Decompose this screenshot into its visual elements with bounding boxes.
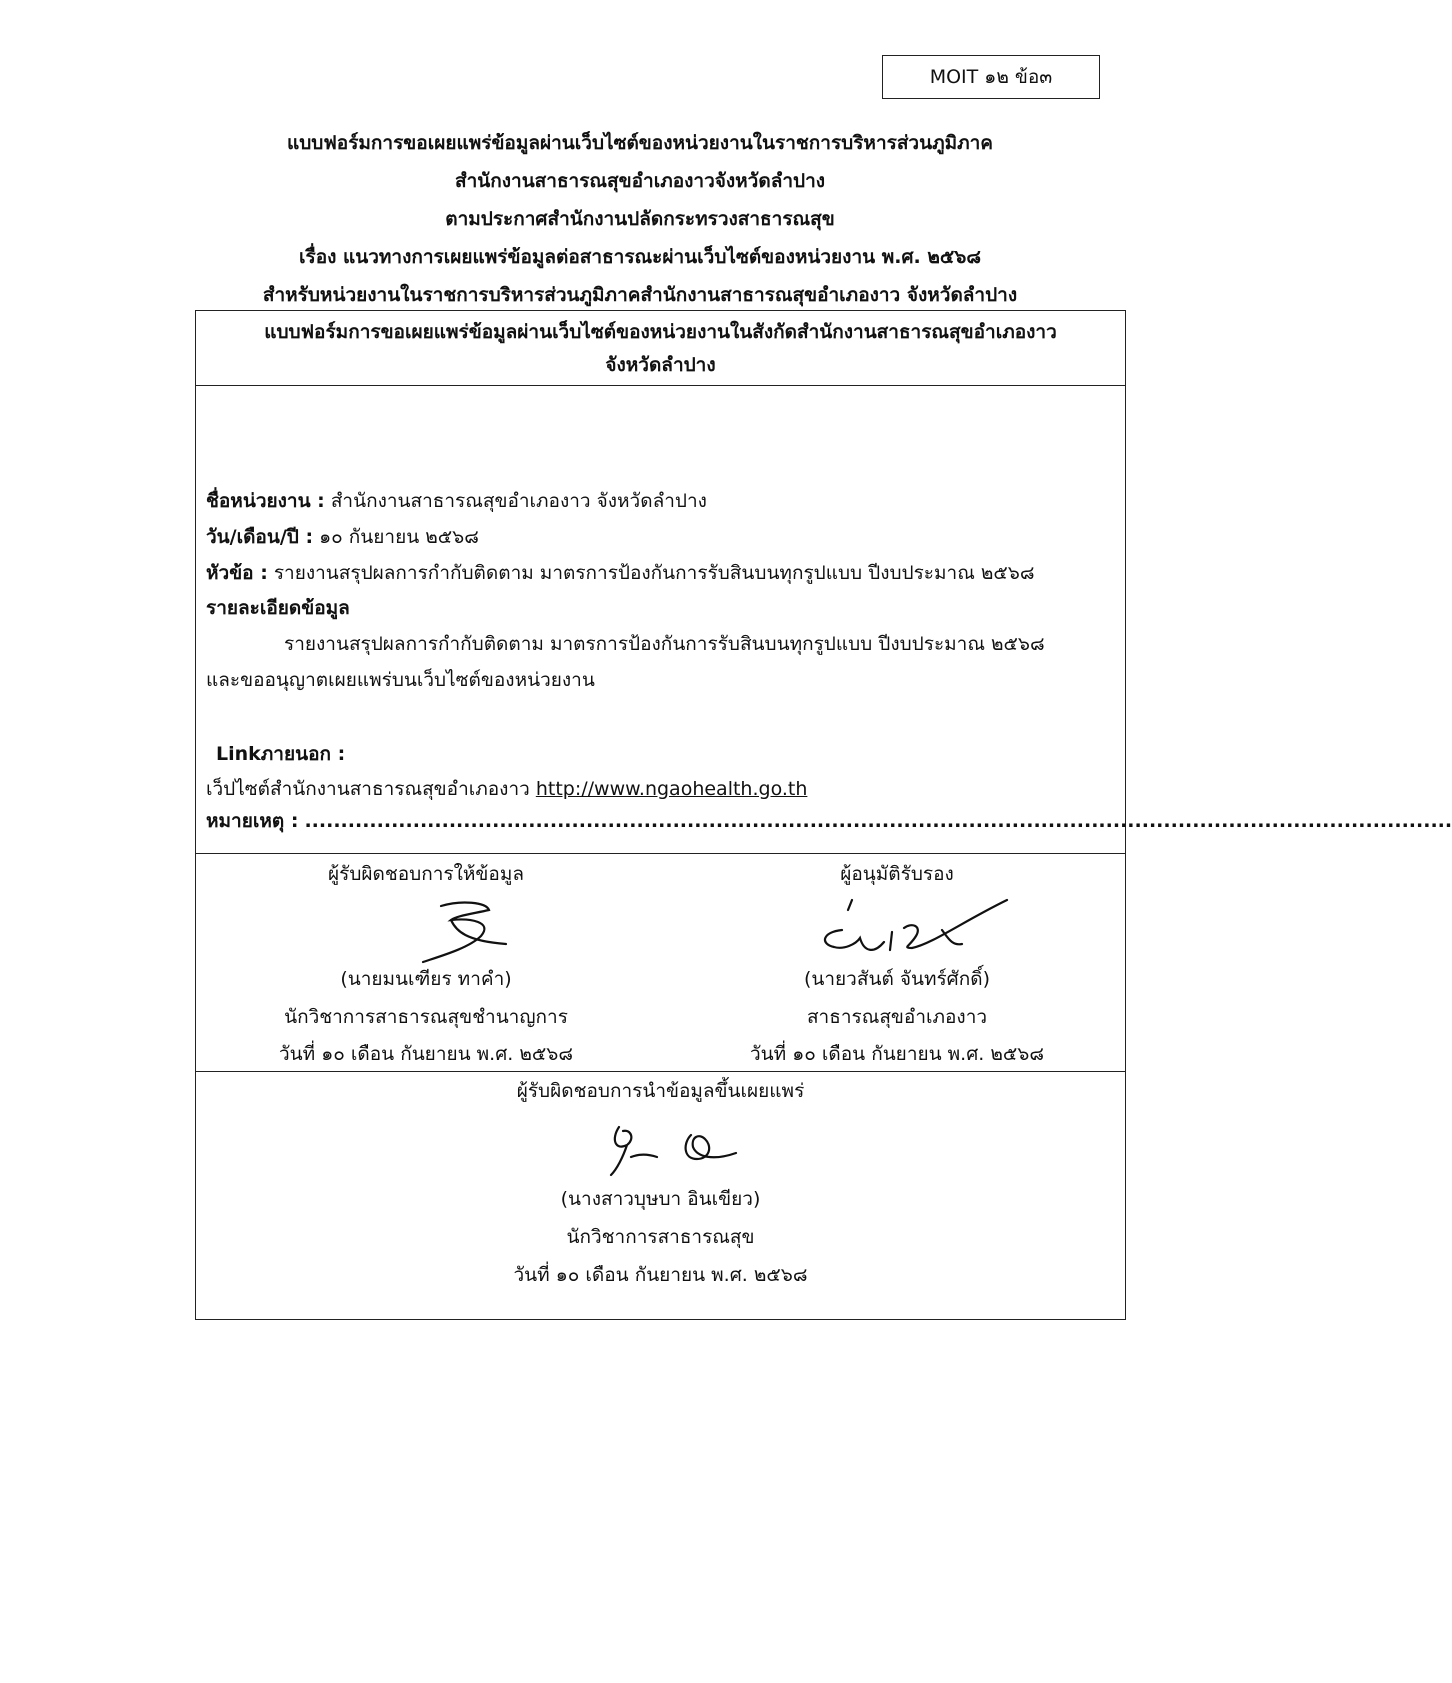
provider-role: ผู้รับผิดชอบการให้ข้อมูล bbox=[328, 863, 524, 885]
provider-date: วันที่ ๑๐ เดือน กันยายน พ.ศ. ๒๕๖๘ bbox=[279, 1043, 573, 1065]
note-row bbox=[206, 806, 1452, 836]
form-code-box: MOIT ๑๒ ข้อ๓ bbox=[882, 55, 1100, 99]
publication-form bbox=[195, 310, 1452, 1320]
link-prefix: เว็ปไซต์สำนักงานสาธารณสุขอำเภองาว bbox=[206, 778, 536, 800]
details-line-1: รายงานสรุปผลการกำกับติดตาม มาตรการป้องกันการรับสินบนทุกรูปแบบ ปีงบประมาณ ๒๕๖๘ bbox=[284, 633, 1045, 655]
note-label: หมายเหตุ : bbox=[206, 810, 299, 832]
header-line-1: แบบฟอร์มการขอเผยแพร่ข้อมูลผ่านเว็บไซต์ของหน่วยงานในราชการบริหารส่วนภูมิภาค bbox=[286, 132, 994, 154]
date-row bbox=[206, 522, 479, 552]
agency-label: ชื่อหน่วยงาน : bbox=[206, 490, 325, 512]
approver-role: ผู้อนุมัติรับรอง bbox=[840, 863, 954, 885]
form-title bbox=[196, 311, 1125, 386]
topic-row bbox=[206, 558, 1034, 588]
date-value: ๑๐ กันยายน ๒๕๖๘ bbox=[313, 526, 479, 548]
publisher-name: (นางสาวบุษบา อินเขียว) bbox=[560, 1188, 761, 1210]
approver-date: วันที่ ๑๐ เดือน กันยายน พ.ศ. ๒๕๖๘ bbox=[750, 1043, 1044, 1065]
link-label: Linkภายนอก : bbox=[216, 743, 346, 765]
signature-section bbox=[196, 854, 1125, 1072]
document-header bbox=[140, 124, 1140, 314]
approver-name: (นายวสันต์ จันทร์ศักดิ์) bbox=[803, 968, 990, 990]
details-label: รายละเอียดข้อมูล bbox=[206, 597, 350, 619]
publisher-position: นักวิชาการสาธารณสุข bbox=[566, 1226, 755, 1248]
publisher-section bbox=[196, 1072, 1125, 1307]
topic-value: รายงานสรุปผลการกำกับติดตาม มาตรการป้องกันการรับสินบนทุกรูปแบบ ปีงบประมาณ ๒๕๖๘ bbox=[267, 562, 1035, 584]
note-dots: ............................................................................................................................................................... bbox=[304, 810, 1452, 832]
approver-signature-image bbox=[812, 892, 1012, 967]
date-label: วัน/เดือน/ปี : bbox=[206, 526, 314, 548]
provider-signature-image bbox=[411, 896, 521, 971]
link-row bbox=[206, 774, 807, 804]
form-details-section bbox=[196, 386, 1452, 854]
form-title-line-1: แบบฟอร์มการขอเผยแพร่ข้อมูลผ่านเว็บไซต์ของหน่วยงานในสังกัดสำนักงานสาธารณสุขอำเภองาว bbox=[264, 321, 1057, 343]
provider-name: (นายมนเฑียร ทาคำ) bbox=[340, 968, 512, 990]
header-line-5: สำหรับหน่วยงานในราชการบริหารส่วนภูมิภาคสำนักงานสาธารณสุขอำเภองาว จังหวัดลำปาง bbox=[262, 284, 1018, 306]
approver-position: สาธารณสุขอำเภองาว bbox=[806, 1006, 988, 1028]
agency-value: สำนักงานสาธารณสุขอำเภองาว จังหวัดลำปาง bbox=[324, 490, 707, 512]
form-title-line-2: จังหวัดลำปาง bbox=[605, 354, 716, 376]
details-heading bbox=[206, 593, 350, 623]
header-line-4: เรื่อง แนวทางการเผยแพร่ข้อมูลต่อสาธารณะผ่านเว็บไซต์ของหน่วยงาน พ.ศ. ๒๕๖๘ bbox=[299, 246, 981, 268]
topic-label: หัวข้อ : bbox=[206, 562, 268, 584]
publisher-signature-image bbox=[601, 1117, 751, 1182]
agency-row bbox=[206, 486, 707, 516]
website-link[interactable]: http://www.ngaohealth.go.th bbox=[535, 778, 808, 800]
header-line-3: ตามประกาศสำนักงานปลัดกระทรวงสาธารณสุข bbox=[445, 208, 835, 230]
header-line-2: สำนักงานสาธารณสุขอำเภองาวจังหวัดลำปาง bbox=[454, 170, 826, 192]
publisher-role: ผู้รับผิดชอบการนำข้อมูลขึ้นเผยแพร่ bbox=[516, 1080, 805, 1102]
provider-position: นักวิชาการสาธารณสุขชำนาญการ bbox=[284, 1006, 568, 1028]
publisher-date: วันที่ ๑๐ เดือน กันยายน พ.ศ. ๒๕๖๘ bbox=[513, 1264, 808, 1286]
details-line-2: และขออนุญาตเผยแพร่บนเว็บไซต์ของหน่วยงาน bbox=[206, 669, 595, 691]
link-heading bbox=[216, 739, 345, 769]
